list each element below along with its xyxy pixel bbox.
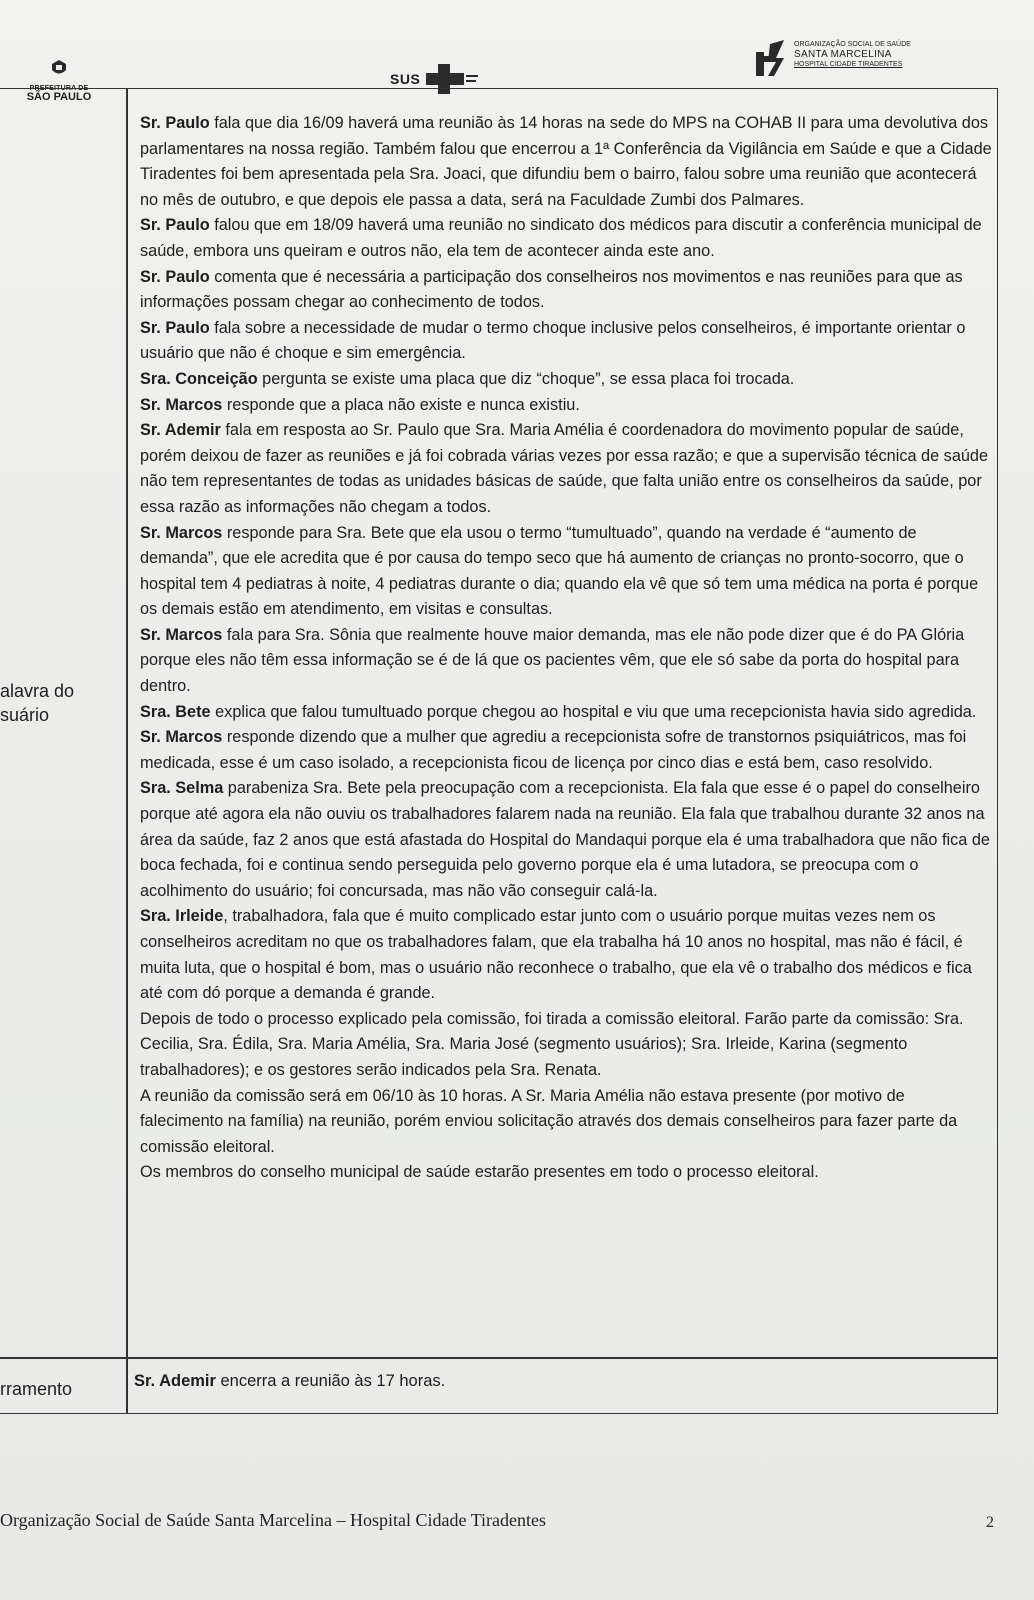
minutes-paragraph [140, 725, 992, 776]
speaker-name: Sr. Paulo [140, 267, 210, 286]
minutes-paragraph [140, 904, 992, 1006]
column-divider [126, 89, 128, 1413]
paragraph-text: , trabalhadora, fala que é muito complicado estar junto com o usuário porque muitas vezes nem os conselheiros acreditam no que os trabalhadores falam, que ela trabalha há 10 anos no hospital, mas não é fácil, é muita luta, que o hospital é bom, mas o usuário não reconhece o trabalho, que ela vê o trabalho dos médicos e fica até com dó porque a demanda é grande. [140, 907, 972, 1003]
minutes-paragraph [140, 700, 992, 726]
sp-logo-line2: SÃO PAULO [26, 91, 92, 103]
speaker-name: Sr. Marcos [140, 728, 223, 747]
city-crest-icon [50, 58, 68, 78]
sm-logo-line1: ORGANIZAÇÃO SOCIAL DE SAÚDE [794, 41, 911, 48]
paragraph-text: responde dizendo que a mulher que agrediu a recepcionista sofre de transtornos psiquiátricos, mas foi medicada, esse é um caso isolado, a recepcionista ficou de licença por cinco dias e está bem, caso resolvido. [140, 728, 967, 772]
paragraph-text: fala em resposta ao Sr. Paulo que Sra. Maria Amélia é coordenadora do movimento popular de saúde, porém deixou de fazer as reuniões e já foi cobrada várias vezes por essa razão; e que a supervisão técnica de saúde não tem representantes de todas as unidades básicas de saúde, que falta união entre os conselheiros da saúde, por essa razão as informações não chegam a todos. [140, 421, 989, 516]
paragraph-text: responde que a placa não existe e nunca existiu. [222, 395, 580, 414]
paragraph-text: parabeniza Sra. Bete pela preocupação com a recepcionista. Ela fala que esse é o papel do conselheiro porque até agora ela não ouviu os trabalhadores falarem nada na reunião. Ela fala que trabalhou durante 32 anos na área da saúde, faz 2 anos que está afastada do Hospital do Mandaqui porque ela é uma trabalhadora que não fica de boca fechada, foi e continua sendo perseguida pelo governo porque ela é uma lutadora, se preocupa com o acolhimento do usuário; foi concursada, mas não vão conseguir calá-la. [140, 779, 990, 900]
paragraph-text: fala que dia 16/09 haverá uma reunião às 14 horas na sede do MPS na COHAB II para uma devolutiva dos parlamentares na nossa região. Também falou que encerrou a 1ª Conferência da Vigilância em Saúde e que a Cidade Tiradentes foi bem apresentada pela Sra. Joaci, que difundiu bem o bairro, falou sobre uma reunião que acontecerá no mês de outubro, e que depois ele passa a data, será na Faculdade Zumbi dos Palmares. [140, 114, 992, 209]
speaker-name: Sra. Selma [140, 779, 224, 798]
minutes-paragraph [140, 1007, 992, 1084]
row-label-line: alavra do [0, 681, 75, 701]
speaker-name: Sr. Ademir [134, 1372, 216, 1390]
minutes-paragraph [140, 213, 992, 264]
speaker-name: Sra. Irleide [140, 907, 224, 926]
paragraph-text: responde para Sra. Bete que ela usou o termo “tumultuado”, quando na verdade é “aumento de demanda”, que ele acredita que é por causa do tempo seco que há aumento de crianças no pronto-socorro, que o hospital tem 4 pediatras à noite, 4 pediatras durante o dia; quando ela vê que só tem uma médica na porta é porque os demais estão em atendimento, em visitas e consultas. [140, 523, 979, 619]
closing-text: encerra a reunião às 17 horas. [215, 1372, 446, 1390]
santa-marcelina-mark-icon [754, 38, 788, 78]
speaker-name: Sr. Marcos [140, 625, 223, 644]
footer-organization: Organização Social de Saúde Santa Marcelina – Hospital Cidade Tiradentes [0, 1510, 547, 1530]
minutes-paragraph [140, 776, 992, 904]
paragraph-text: explica que falou tumultuado porque chegou ao hospital e viu que uma recepcionista havia sido agredida. [210, 702, 977, 721]
row-label-line: suário [0, 705, 50, 725]
paragraph-text: Os membros do conselho municipal de saúde estarão presentes em todo o processo eleitoral. [140, 1163, 819, 1182]
minutes-paragraph [140, 111, 992, 213]
row-label-palavra-usuario [0, 679, 120, 727]
speaker-name: Sr. Paulo [140, 114, 210, 132]
speaker-name: Sr. Paulo [140, 216, 210, 235]
closing-statement [134, 1369, 984, 1393]
minutes-paragraph [140, 316, 992, 367]
sp-logo-line1: PREFEITURA DE [29, 85, 89, 92]
minutes-paragraph [140, 623, 992, 700]
speaker-name: Sr. Ademir [140, 421, 221, 440]
sm-logo-line2: SANTA MARCELINA [794, 49, 892, 60]
paragraph-text: Depois de todo o processo explicado pela comissão, foi tirada a comissão eleitoral. Farão parte da comissão: Sra. Cecilia, Sra. Édila, Sra. Maria Amélia, Sra. Maria José (segmento usuários); Sra. Irleide, Karina (segmento trabalhadores); e os gestores serão indicados pela Sra. Renata. [140, 1009, 964, 1079]
speaker-name: Sr. Paulo [140, 318, 210, 337]
minutes-paragraph [140, 1084, 992, 1161]
santa-marcelina-logo [754, 38, 911, 78]
speaker-name: Sr. Marcos [140, 523, 223, 542]
minutes-paragraph [140, 393, 992, 419]
page-number: 2 [986, 1514, 994, 1531]
sus-logo-text: SUS [390, 71, 421, 87]
paragraph-text: pergunta se existe uma placa que diz “choque”, se essa placa foi trocada. [257, 369, 795, 388]
minutes-table [0, 88, 998, 1414]
paragraph-text: comenta que é necessária a participação dos conselheiros nos movimentos e nas reuniões para que as informações possam chegar ao conhecimento de todos. [140, 267, 963, 312]
paragraph-text: falou que em 18/09 haverá uma reunião no sindicato dos médicos para discutir a conferência municipal de saúde, embora uns queiram e outros não, ela tem de acontecer ainda este ano. [140, 216, 982, 260]
minutes-paragraph [140, 367, 992, 393]
paragraph-text: A reunião da comissão será em 06/10 às 10 horas. A Sr. Maria Amélia não estava presente (por motivo de falecimento na família) na reunião, porém enviou solicitação através dos demais conselheiros para fazer parte da comissão eleitoral. [140, 1086, 958, 1156]
minutes-paragraph [140, 265, 992, 316]
speaker-name: Sr. Marcos [140, 395, 223, 414]
row-divider [0, 1357, 997, 1359]
row-label-encerramento: rramento [0, 1379, 73, 1399]
sm-logo-line3: HOSPITAL CIDADE TIRADENTES [794, 61, 903, 68]
paragraph-text: fala sobre a necessidade de mudar o termo choque inclusive pelos conselheiros, é importante orientar o usuário que não é choque e sim emergência. [140, 318, 966, 363]
speaker-name: Sra. Conceição [140, 369, 258, 388]
minutes-content [140, 111, 992, 1186]
minutes-paragraph [140, 1160, 992, 1186]
page-footer [0, 1510, 1034, 1540]
paragraph-text: fala para Sra. Sônia que realmente houve maior demanda, mas ele não pode dizer que é do PA Glória porque eles não têm essa informação se é de lá que os pacientes vêm, que ele só sabe da porta do hospital para dentro. [140, 625, 965, 696]
minutes-paragraph [140, 521, 992, 623]
minutes-paragraph [140, 418, 992, 520]
speaker-name: Sra. Bete [140, 702, 211, 721]
